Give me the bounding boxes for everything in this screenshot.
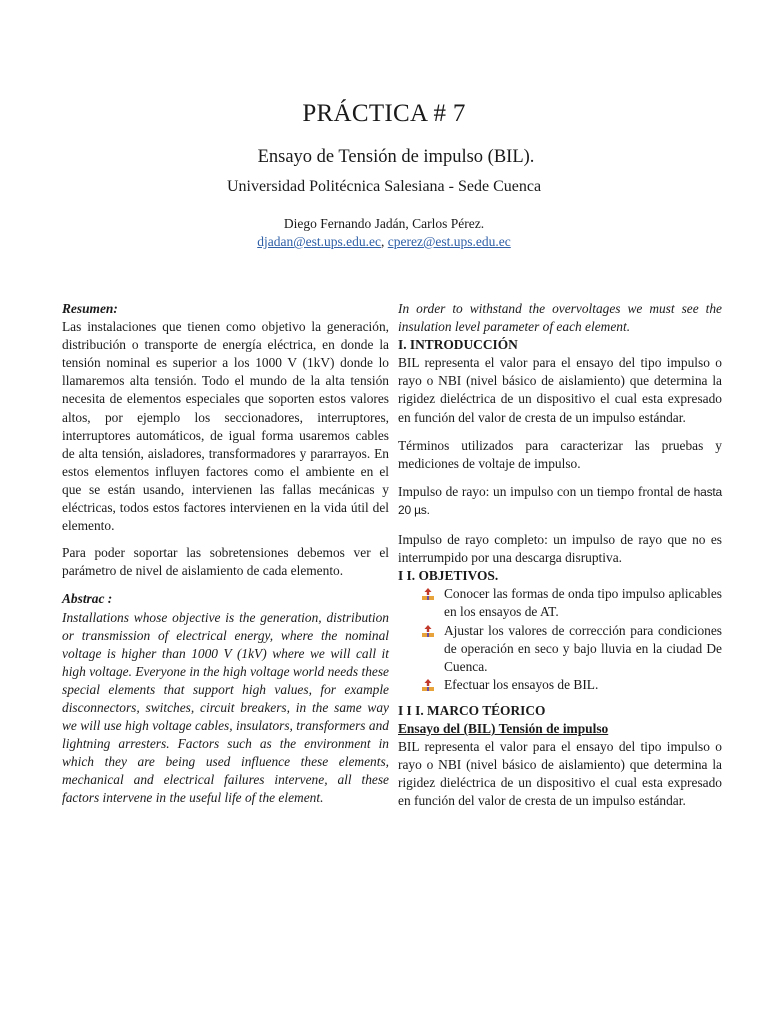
arrow-bullet-icon <box>422 625 434 637</box>
email-link-djadan[interactable]: djadan@est.ups.edu.ec <box>257 234 382 249</box>
list-item <box>398 585 722 621</box>
objective-text: Efectuar los ensayos de BIL. <box>444 676 599 692</box>
abstract-paragraph-2: In order to withstand the overvoltages we must see the insulation level parameter of each element. <box>398 301 722 335</box>
abstract-heading: Abstrac : <box>62 591 113 607</box>
bil-test-subheading: Ensayo del (BIL) Tensión de impulso <box>398 720 609 736</box>
introduction-paragraph-2: Términos utilizados para caracterizar las pruebas y mediciones de voltaje de impulso. <box>398 437 722 471</box>
author-names: Diego Fernando Jadán, Carlos Pérez. <box>283 216 485 231</box>
document-subtitle: Ensayo de Tensión de impulso (BIL). <box>257 147 535 167</box>
introduction-heading: I. INTRODUCCIÓN <box>398 337 518 353</box>
objectives-heading: I I. OBJETIVOS. <box>398 568 499 584</box>
arrow-bullet-icon <box>422 588 434 600</box>
theoretical-framework-heading: I I I. MARCO TÉORICO <box>398 702 546 718</box>
resumen-paragraph-1: Las instalaciones que tienen como objetivo la generación, distribución o transporte de energía eléctrica, en donde la tensión nominal es superior a los 1000 V (1kV) donde lo llamaremos alta tensión. Todo el mundo de la alta tensión necesita de elementos especiales que soporten estos valores altos, por ejemplo los seccionadores, interruptores, interruptores automáticos, de igual forma usaremos cables de alta tensión, aisladores, transformadores y pararrayos. En estos elementos influyen factores como el ambiente en el que se están usando, intervienen las fallas mecánicas y eléctricas, todos estos factores intervienen en la vida útil del elemento. <box>62 319 389 534</box>
introduction-paragraph-1: BIL representa el valor para el ensayo del tipo impulso o rayo o NBI (nivel básico de aislamiento) que determina la rigidez dieléctrica de un dispositivo el cual esta expresado en función del valor de cresta de un impulso estándar. <box>398 355 722 425</box>
introduction-paragraph-4: Impulso de rayo completo: un impulso de rayo que no es interrumpido por una descarga disruptiva. <box>398 532 722 566</box>
list-item <box>398 622 722 676</box>
institution-name: Universidad Politécnica Salesiana - Sede Cuenca <box>226 178 542 195</box>
page-title: PRÁCTICA # 7 <box>302 100 466 127</box>
list-item <box>398 676 722 694</box>
abstract-paragraph-1: Installations whose objective is the generation, distribution or transmission of electrical energy, where the nominal voltage is higher than 1000 V (1kV) where we will call it high voltage. Everyone in the high voltage world needs these special elements that support high values, for example disconnectors, switches, circuit breakers, in the same way we will use high voltage cables, insulators, transformers and lightning arresters. Factors such as the environment in which they are being used influence these elements, mechanical and electrical failures intervene, all these factors intervene in the useful life of the element. <box>62 609 389 806</box>
resumen-heading: Resumen: <box>62 301 118 316</box>
lightning-impulse-definition: Impulso de rayo: un impulso con un tiempo frontal <box>398 483 678 499</box>
right-column <box>398 300 722 810</box>
objectives-list <box>398 585 722 694</box>
theoretical-framework-paragraph-1: BIL representa el valor para el ensayo del tipo impulso o rayo o NBI (nivel básico de aislamiento) que determina la rigidez dieléctrica de un dispositivo el cual esta expresado en función del valor de cresta de un impulso estándar. <box>398 739 722 809</box>
arrow-bullet-icon <box>422 679 434 691</box>
introduction-paragraph-3 <box>398 483 722 519</box>
email-link-cperez[interactable]: cperez@est.ups.edu.ec <box>387 234 511 249</box>
objective-text: Ajustar los valores de corrección para condiciones de operación en seco y bajo lluvia en la ciudad De Cuenca. <box>444 622 722 674</box>
email-separator: , <box>381 234 388 249</box>
lightning-impulse-duration: de hasta 20 µs. <box>398 484 723 517</box>
left-column <box>62 300 389 808</box>
objective-text: Conocer las formas de onda tipo impulso aplicables en los ensayos de AT. <box>444 586 722 620</box>
resumen-paragraph-2: Para poder soportar las sobretensiones debemos ver el parámetro de nivel de aislamiento de cada elemento. <box>62 545 389 579</box>
author-emails <box>0 234 768 250</box>
